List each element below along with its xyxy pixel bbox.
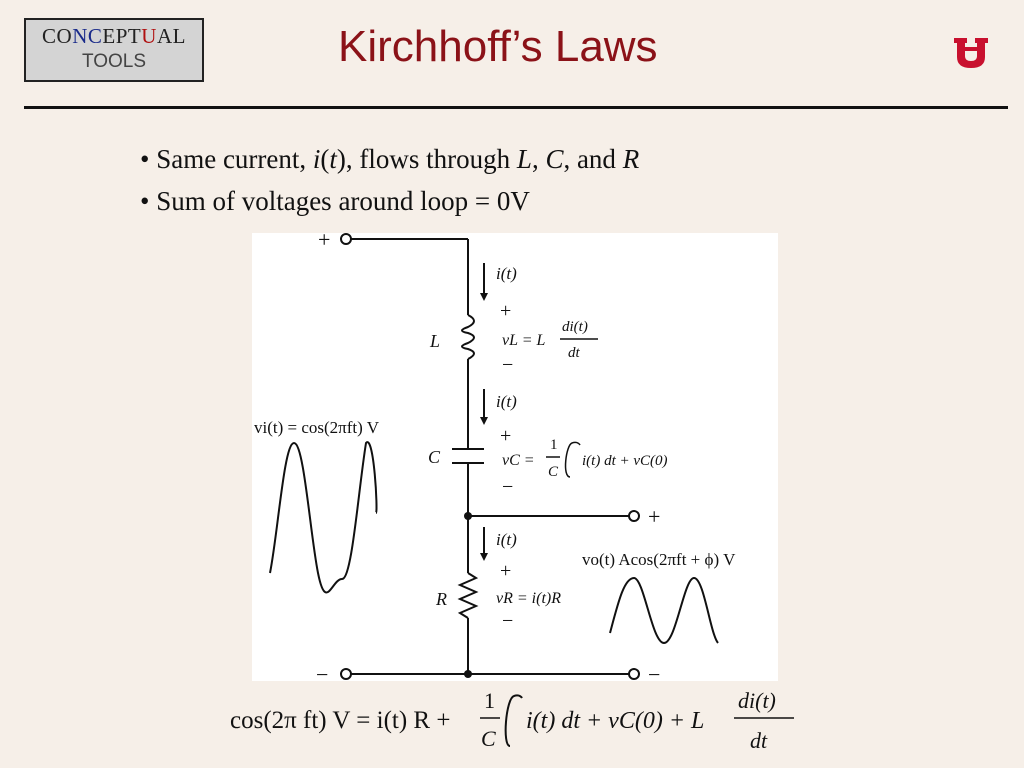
bullet-text: ), flows through xyxy=(336,144,517,174)
bullet-text-italic: L xyxy=(516,144,532,174)
inductor-coil xyxy=(462,315,474,359)
bullet-text: Same current, xyxy=(156,144,313,174)
vr-equation: vR = i(t)R xyxy=(496,590,561,607)
vc-minus: − xyxy=(502,476,514,498)
input-minus-sign: − xyxy=(316,662,329,681)
logo-text-part: EPT xyxy=(102,24,142,48)
node-dot-bottom xyxy=(464,670,472,678)
vc-integral-sign xyxy=(566,442,580,477)
header-divider xyxy=(24,106,1008,109)
kvl-equation xyxy=(226,684,806,766)
bullet-text: , xyxy=(531,144,546,174)
current-arrowhead-3 xyxy=(480,553,488,561)
input-plus-sign: + xyxy=(318,233,331,252)
vc-equation-lhs: vC = xyxy=(502,452,535,469)
vl-denominator: dt xyxy=(568,345,580,361)
bullet-text-italic: t xyxy=(329,144,337,174)
terminal-output-minus xyxy=(629,669,639,679)
vr-minus: − xyxy=(502,610,514,632)
output-plus-sign: + xyxy=(648,504,661,529)
logo-text-part: U xyxy=(141,24,157,48)
terminal-input-plus xyxy=(341,234,351,244)
rlc-circuit-diagram xyxy=(252,233,778,681)
label-inductor: L xyxy=(430,331,441,351)
vr-plus: + xyxy=(500,560,512,582)
bullet-text-italic: R xyxy=(622,144,640,174)
current-label-1: i(t) xyxy=(496,264,517,283)
current-arrowhead-1 xyxy=(480,293,488,301)
resistor-zigzag xyxy=(460,573,476,618)
bullet-same-current xyxy=(140,144,639,175)
vl-numerator: di(t) xyxy=(562,319,588,335)
university-u-logo-icon xyxy=(952,36,990,70)
equation-integral-rhs: i(t) dt + vC(0) + L xyxy=(526,708,705,734)
terminal-input-minus xyxy=(341,669,351,679)
logo-text-part: AL xyxy=(156,24,186,48)
vc-numerator: 1 xyxy=(550,437,558,453)
output-voltage-label: vo(t) Acos(2πft + ϕ) V xyxy=(582,550,736,569)
equation-integral-sign xyxy=(506,695,522,746)
bullet-text: , and xyxy=(563,144,623,174)
vc-plus: + xyxy=(500,425,512,447)
logo-line-1 xyxy=(26,24,202,49)
vc-equation-rhs: i(t) dt + vC(0) xyxy=(582,453,668,469)
conceptual-tools-logo xyxy=(24,18,204,82)
current-label-2: i(t) xyxy=(496,392,517,411)
vl-minus: − xyxy=(502,354,514,376)
current-label-3: i(t) xyxy=(496,530,517,549)
slide-title: Kirchhoff’s Laws xyxy=(338,22,658,71)
vl-plus: + xyxy=(500,300,512,322)
output-sine-wave xyxy=(610,578,718,643)
output-minus-sign: − xyxy=(648,662,661,681)
node-dot-top xyxy=(464,512,472,520)
input-voltage-label: vi(t) = cos(2πft) V xyxy=(254,418,380,437)
input-sine-wave xyxy=(270,442,377,592)
bullet-mark: • xyxy=(140,144,150,174)
equation-d-denominator: dt xyxy=(750,728,768,753)
terminal-output-plus xyxy=(629,511,639,521)
equation-frac-numerator: 1 xyxy=(484,688,495,713)
equation-frac-denominator: C xyxy=(481,726,496,751)
label-resistor: R xyxy=(436,589,447,609)
equation-d-numerator: di(t) xyxy=(738,688,776,713)
bullet-sum-of-voltages xyxy=(140,186,530,217)
logo-text-part: NC xyxy=(72,24,103,48)
current-arrowhead-2 xyxy=(480,417,488,425)
vc-denominator: C xyxy=(548,464,559,480)
logo-text-part: CO xyxy=(42,24,73,48)
bullet-mark: • xyxy=(140,186,150,216)
bullet-text: ( xyxy=(320,144,330,174)
logo-line-2: TOOLS xyxy=(81,51,147,72)
bullet-text: Sum of voltages around loop = 0V xyxy=(156,186,530,216)
equation-lhs: cos(2π ft) V = i(t) R + xyxy=(230,707,451,734)
bullet-text-italic: C xyxy=(545,144,564,174)
bullet-text-italic: i xyxy=(312,144,321,174)
label-capacitor: C xyxy=(428,447,441,467)
vl-equation: vL = L xyxy=(502,332,546,349)
